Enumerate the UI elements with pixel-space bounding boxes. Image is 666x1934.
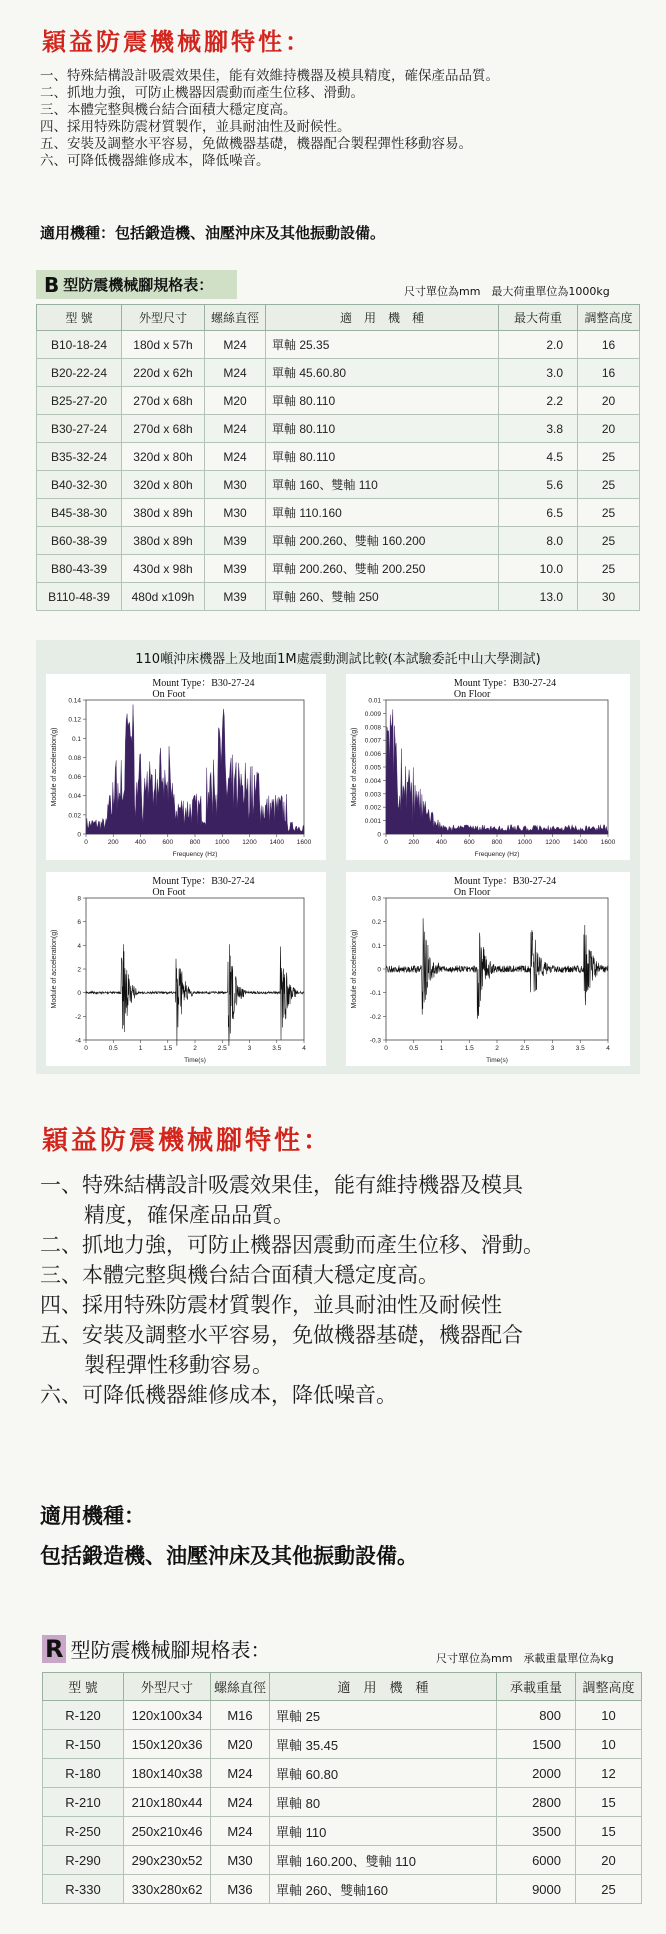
chart-panel [346, 674, 630, 860]
table-cell: 20 [578, 415, 640, 443]
table-cell: M24 [205, 415, 266, 443]
table-cell: M20 [211, 1730, 270, 1759]
table-cell: R-180 [43, 1759, 124, 1788]
y-tick-label: 0.12 [68, 716, 81, 724]
chart-location: On Foot [152, 887, 186, 898]
table-row [37, 471, 640, 499]
waveform-series [86, 944, 304, 1046]
x-tick-label: 200 [408, 839, 420, 846]
y-tick-label: -2 [75, 1013, 81, 1021]
x-tick-label: 1000 [517, 839, 532, 846]
b-table-title: 型防震機械腳規格表： [63, 276, 214, 294]
chart-mount-type: Mount Type：B30-27-24 [453, 876, 557, 887]
feature-item: 五、安裝及調整水平容易，免做機器基礎，機器配合製程彈性移動容易。 [40, 136, 472, 152]
table-row [43, 1701, 642, 1730]
table-cell: M24 [205, 331, 266, 359]
y-axis-label: Module of acceleration(g) [51, 929, 58, 1009]
table-cell: 單軸 110.160 [266, 499, 499, 527]
table-cell: 30 [578, 583, 640, 611]
y-tick-label: 0.002 [364, 804, 381, 812]
r-table-title: 型防震機械腳規格表： [70, 1638, 271, 1662]
table-cell: 單軸 80 [270, 1788, 497, 1817]
table-cell: 6000 [497, 1846, 576, 1875]
x-axis-label: Time(s) [486, 1057, 508, 1064]
table-cell: 單軸 60.80 [270, 1759, 497, 1788]
table-cell: 單軸 160.200、雙軸 110 [270, 1846, 497, 1875]
table-cell: B10-18-24 [37, 331, 122, 359]
table-cell: R-330 [43, 1875, 124, 1904]
feature-item: 六、可降低機器維修成本，降低噪音。 [40, 153, 270, 169]
table-cell: M36 [211, 1875, 270, 1904]
y-tick-label: 0.005 [364, 764, 381, 772]
table-cell: M39 [205, 527, 266, 555]
table-cell: 16 [578, 359, 640, 387]
section2-applicable-text: 包括鍛造機、油壓沖床及其他振動設備。 [40, 1544, 418, 1568]
table-row [43, 1817, 642, 1846]
y-tick-label: 0.1 [371, 942, 381, 950]
col-header: 最大荷重 [499, 305, 578, 331]
section1-features [40, 68, 499, 170]
col-header: 型 號 [43, 1673, 124, 1701]
x-tick-label: 0 [384, 839, 388, 846]
table-cell: 單軸 45.60.80 [266, 359, 499, 387]
x-tick-label: 3.5 [575, 1045, 585, 1052]
table-cell: 250x210x46 [124, 1817, 211, 1846]
feature-item: 六、可降低機器維修成本，降低噪音。 [40, 1383, 397, 1407]
x-tick-label: 1 [439, 1045, 444, 1052]
y-tick-label: 0.008 [364, 724, 381, 732]
table-cell: 單軸 260、雙軸160 [270, 1875, 497, 1904]
y-tick-label: 0.02 [68, 812, 81, 820]
table-cell: 10.0 [499, 555, 578, 583]
table-cell: M24 [211, 1788, 270, 1817]
feature-item: 一、特殊結構設計吸震效果佳，能有維持機器及模具 [40, 1173, 523, 1197]
table-cell: 單軸 160、雙軸 110 [266, 471, 499, 499]
r-table-heading [42, 1632, 280, 1665]
x-tick-label: 0 [384, 1045, 388, 1052]
x-tick-label: 400 [135, 839, 146, 846]
section1-applicable: 適用機種：包括鍛造機、油壓沖床及其他振動設備。 [40, 224, 386, 242]
col-header: 外型尺寸 [122, 305, 205, 331]
x-tick-label: 1600 [600, 839, 616, 846]
x-axis-label: Frequency (Hz) [172, 851, 218, 858]
y-tick-label: 2 [77, 966, 81, 974]
table-cell: 20 [578, 387, 640, 415]
table-cell: R-290 [43, 1846, 124, 1875]
table-row [43, 1730, 642, 1759]
table-cell: 單軸 80.110 [266, 415, 499, 443]
table-cell: 1500 [497, 1730, 576, 1759]
table-cell: M24 [211, 1759, 270, 1788]
table-cell: 單軸 35.45 [270, 1730, 497, 1759]
table-cell: 330x280x62 [124, 1875, 211, 1904]
b-badge: B [44, 272, 60, 297]
feature-item: 二、抓地力強，可防止機器因震動而產生位移、滑動。 [40, 1233, 544, 1257]
table-cell: 25 [578, 499, 640, 527]
table-cell: 320d x 80h [122, 471, 205, 499]
table-cell: 180x140x38 [124, 1759, 211, 1788]
table-cell: B35-32-24 [37, 443, 122, 471]
chart-location: On Floor [453, 689, 491, 700]
table-cell: 220d x 62h [122, 359, 205, 387]
y-axis-label: Module of acceleration(g) [351, 929, 358, 1009]
section1-title: 穎益防震機械腳特性： [42, 27, 312, 56]
table-row [37, 555, 640, 583]
x-tick-label: 2 [193, 1045, 197, 1052]
x-tick-label: 0 [84, 1045, 88, 1052]
y-tick-label: 0 [377, 831, 381, 839]
table-row [37, 499, 640, 527]
table-cell: 480d x109h [122, 583, 205, 611]
feature-item-cont: 精度，確保產品品質。 [84, 1203, 294, 1227]
y-tick-label: 8 [77, 895, 81, 903]
y-tick-label: -4 [75, 1037, 81, 1045]
table-cell: 290x230x52 [124, 1846, 211, 1875]
chart-mount-type: Mount Type：B30-27-24 [453, 678, 557, 689]
table-cell: B25-27-20 [37, 387, 122, 415]
table-cell: M30 [205, 471, 266, 499]
charts-title: 110噸沖床機器上及地面1M處震動測試比較(本試驗委託中山大學測試) [135, 652, 541, 667]
x-tick-label: 2.5 [217, 1045, 227, 1052]
x-tick-label: 3 [550, 1045, 555, 1052]
x-tick-label: 1200 [545, 839, 560, 846]
y-tick-label: 0.009 [364, 710, 381, 718]
table-row [43, 1875, 642, 1904]
table-cell: 15 [576, 1817, 642, 1846]
table-cell: M24 [205, 359, 266, 387]
y-tick-label: 6 [77, 919, 81, 927]
table-cell: 270d x 68h [122, 387, 205, 415]
table-cell: 單軸 200.260、雙軸 200.250 [266, 555, 499, 583]
x-tick-label: 1.5 [464, 1045, 474, 1052]
table-cell: B80-43-39 [37, 555, 122, 583]
chart-mount-type: Mount Type：B30-27-24 [152, 678, 255, 689]
col-header: 螺絲直徑 [211, 1673, 270, 1701]
table-cell: 單軸 80.110 [266, 443, 499, 471]
table-cell: 120x100x34 [124, 1701, 211, 1730]
y-tick-label: 4 [77, 942, 81, 950]
y-tick-label: 0 [77, 831, 81, 839]
waveform-series [386, 918, 608, 1019]
y-tick-label: 0 [77, 990, 81, 998]
x-tick-label: 4 [302, 1045, 306, 1052]
table-cell: M20 [205, 387, 266, 415]
col-header: 調整高度 [576, 1673, 642, 1701]
feature-item: 五、安裝及調整水平容易，免做機器基礎，機器配合 [40, 1323, 523, 1347]
table-cell: 單軸 25 [270, 1701, 497, 1730]
y-tick-label: 0.01 [368, 697, 381, 705]
chart-panel [46, 674, 326, 860]
table-row [37, 359, 640, 387]
table-cell: 15 [576, 1788, 642, 1817]
x-tick-label: 1400 [269, 839, 284, 846]
feature-item-cont: 製程彈性移動容易。 [84, 1353, 273, 1377]
table-cell: R-150 [43, 1730, 124, 1759]
r-table-units: 尺寸單位為mm 承載重量單位為kg [436, 1652, 614, 1665]
table-cell: B30-27-24 [37, 415, 122, 443]
section2-title: 穎益防震機械腳特性： [42, 1126, 333, 1156]
table-cell: 單軸 260、雙軸 250 [266, 583, 499, 611]
y-tick-label: -0.1 [369, 990, 381, 998]
y-tick-label: 0.06 [68, 774, 81, 782]
y-tick-label: 0.08 [68, 754, 81, 762]
table-cell: R-250 [43, 1817, 124, 1846]
table-cell: 6.5 [499, 499, 578, 527]
table-cell: 5.6 [499, 471, 578, 499]
table-cell: R-210 [43, 1788, 124, 1817]
table-cell: B20-22-24 [37, 359, 122, 387]
x-tick-label: 1000 [215, 839, 230, 846]
table-row [37, 415, 640, 443]
table-cell: M30 [211, 1846, 270, 1875]
x-tick-label: 0 [84, 839, 88, 846]
x-tick-label: 600 [463, 839, 475, 846]
table-cell: 4.5 [499, 443, 578, 471]
col-header: 型 號 [37, 305, 122, 331]
table-row [37, 443, 640, 471]
x-tick-label: 4 [606, 1045, 610, 1052]
col-header: 適 用 機 種 [270, 1673, 497, 1701]
x-tick-label: 3.5 [272, 1045, 282, 1052]
table-cell: 25 [578, 527, 640, 555]
table-cell: 9000 [497, 1875, 576, 1904]
feature-item: 四、採用特殊防震材質製作，並具耐油性及耐候性。 [40, 119, 351, 135]
table-cell: B40-32-30 [37, 471, 122, 499]
b-table-units: 尺寸單位為mm 最大荷重單位為1000kg [404, 285, 610, 298]
x-tick-label: 0.5 [409, 1045, 419, 1052]
x-tick-label: 2.5 [520, 1045, 530, 1052]
y-tick-label: 0.04 [68, 793, 81, 801]
r-badge: R [42, 1635, 66, 1663]
table-cell: M39 [205, 555, 266, 583]
table-cell: M30 [205, 499, 266, 527]
table-cell: 10 [576, 1701, 642, 1730]
table-cell: 單軸 80.110 [266, 387, 499, 415]
x-tick-label: 200 [107, 839, 119, 846]
table-cell: B45-38-30 [37, 499, 122, 527]
chart-panel [46, 872, 326, 1066]
x-tick-label: 2 [495, 1045, 499, 1052]
y-tick-label: 0.3 [371, 895, 381, 903]
table-cell: 單軸 25.35 [266, 331, 499, 359]
table-cell: 380d x 89h [122, 527, 205, 555]
table-cell: 25 [576, 1875, 642, 1904]
table-row [37, 331, 640, 359]
y-tick-label: 0.006 [364, 751, 381, 759]
col-header: 適 用 機 種 [266, 305, 499, 331]
table-cell: M39 [205, 583, 266, 611]
table-cell: 25 [578, 471, 640, 499]
y-tick-label: 0.2 [371, 919, 381, 927]
y-tick-label: 0 [377, 966, 381, 974]
table-cell: 380d x 89h [122, 499, 205, 527]
x-tick-label: 800 [491, 839, 503, 846]
table-cell: 16 [578, 331, 640, 359]
y-tick-label: 0.1 [71, 735, 81, 743]
table-cell: 270d x 68h [122, 415, 205, 443]
vibration-test-charts [36, 640, 640, 1074]
col-header: 螺絲直徑 [205, 305, 266, 331]
table-cell: 2.2 [499, 387, 578, 415]
table-row [37, 583, 640, 611]
chart-location: On Foot [152, 689, 186, 700]
x-tick-label: 600 [162, 839, 174, 846]
table-cell: 8.0 [499, 527, 578, 555]
table-cell: 10 [576, 1730, 642, 1759]
b-table-heading [36, 270, 237, 299]
table-cell: 12 [576, 1759, 642, 1788]
table-row [43, 1846, 642, 1875]
table-cell: 單軸 200.260、雙軸 160.200 [266, 527, 499, 555]
table-cell: 3.0 [499, 359, 578, 387]
y-tick-label: -0.3 [369, 1037, 381, 1045]
r-spec-table [42, 1672, 642, 1904]
table-cell: 2000 [497, 1759, 576, 1788]
y-tick-label: 0.004 [364, 777, 381, 785]
spectrum-series [386, 709, 608, 834]
table-cell: 800 [497, 1701, 576, 1730]
table-cell: 3500 [497, 1817, 576, 1846]
table-cell: 210x180x44 [124, 1788, 211, 1817]
x-tick-label: 1200 [242, 839, 257, 846]
y-tick-label: 0.003 [364, 791, 381, 799]
plot-frame [86, 898, 304, 1040]
y-tick-label: 0.001 [364, 818, 381, 826]
table-row [43, 1788, 642, 1817]
section2-applicable-label: 適用機種： [40, 1504, 145, 1528]
chart-location: On Floor [453, 887, 491, 898]
x-tick-label: 1.5 [163, 1045, 173, 1052]
spectrum-series [86, 705, 304, 834]
table-cell: R-120 [43, 1701, 124, 1730]
x-tick-label: 0.5 [108, 1045, 118, 1052]
table-cell: M16 [211, 1701, 270, 1730]
feature-item: 三、本體完整與機台結合面積大穩定度高。 [40, 102, 297, 118]
chart-panel [346, 872, 630, 1066]
feature-item: 三、本體完整與機台結合面積大穩定度高。 [40, 1263, 439, 1287]
table-cell: 3.8 [499, 415, 578, 443]
x-tick-label: 3 [247, 1045, 252, 1052]
y-axis-label: Module of acceleration(g) [351, 727, 358, 807]
table-cell: 430d x 98h [122, 555, 205, 583]
section2-features [40, 1170, 544, 1410]
y-tick-label: 0.14 [68, 697, 81, 705]
table-cell: 320d x 80h [122, 443, 205, 471]
table-row [37, 527, 640, 555]
chart-mount-type: Mount Type：B30-27-24 [152, 876, 255, 887]
x-axis-label: Frequency (Hz) [474, 851, 520, 858]
table-cell: 2800 [497, 1788, 576, 1817]
table-cell: 150x120x36 [124, 1730, 211, 1759]
col-header: 外型尺寸 [124, 1673, 211, 1701]
y-axis-label: Module of acceleration(g) [51, 727, 58, 807]
x-tick-label: 1 [138, 1045, 143, 1052]
table-cell: M24 [205, 443, 266, 471]
table-cell: M24 [211, 1817, 270, 1846]
table-cell: 25 [578, 443, 640, 471]
table-cell: 單軸 110 [270, 1817, 497, 1846]
y-tick-label: 0.007 [364, 737, 381, 745]
table-cell: 25 [578, 555, 640, 583]
table-cell: 20 [576, 1846, 642, 1875]
x-tick-label: 1600 [296, 839, 312, 846]
table-row [37, 387, 640, 415]
feature-item: 二、抓地力強，可防止機器因震動而產生位移、滑動。 [40, 85, 364, 101]
table-row [43, 1759, 642, 1788]
y-tick-label: -0.2 [369, 1013, 381, 1021]
x-tick-label: 1400 [573, 839, 588, 846]
x-tick-label: 800 [189, 839, 201, 846]
feature-item: 一、特殊結構設計吸震效果佳，能有效維持機器及模具精度，確保產品品質。 [40, 68, 499, 84]
table-cell: B110-48-39 [37, 583, 122, 611]
table-cell: 180d x 57h [122, 331, 205, 359]
table-cell: 2.0 [499, 331, 578, 359]
x-tick-label: 400 [436, 839, 447, 846]
x-axis-label: Time(s) [184, 1057, 206, 1064]
b-spec-table [36, 304, 640, 611]
col-header: 調整高度 [578, 305, 640, 331]
feature-item: 四、採用特殊防震材質製作，並具耐油性及耐候性 [40, 1293, 502, 1317]
table-cell: B60-38-39 [37, 527, 122, 555]
table-cell: 13.0 [499, 583, 578, 611]
col-header: 承載重量 [497, 1673, 576, 1701]
